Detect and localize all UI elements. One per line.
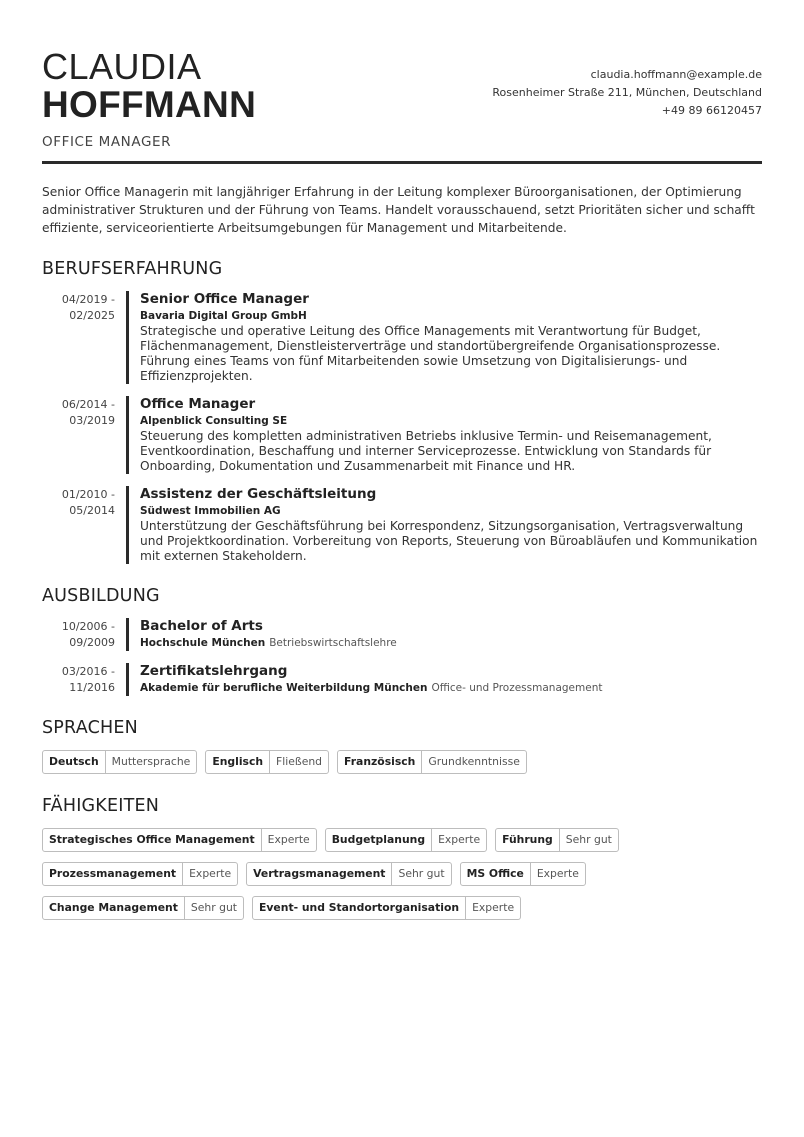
contact-phone: +49 89 66120457 xyxy=(661,104,762,117)
education-entry xyxy=(42,618,762,651)
skill-level: Experte xyxy=(536,867,579,880)
entry-body xyxy=(126,291,762,384)
entry-degree: Zertifikatslehrgang xyxy=(140,663,288,679)
skill-level: Sehr gut xyxy=(398,867,445,880)
resume-header xyxy=(42,48,762,161)
education-list xyxy=(42,618,762,696)
date-to: 05/2014 xyxy=(69,504,115,517)
entry-body xyxy=(126,486,762,564)
date-to: 09/2009 xyxy=(69,636,115,649)
last-name: HOFFMANN xyxy=(42,84,257,125)
profile-summary: Senior Office Managerin mit langjähriger Erfahrung in der Leitung komplexer Büroorganisationen, der Optimierung administrativer Strukturen und der Führung von Teams. Handelt vorausschauend, setzt Prioritäten sicher und schafft effiziente, serviceorientierte Arbeitsumgebungen für Management und Mitarbeitende. xyxy=(42,185,755,235)
field-of-study: Betriebswirtschaftslehre xyxy=(269,637,397,649)
entry-degree: Bachelor of Arts xyxy=(140,618,263,634)
entry-dates xyxy=(42,663,126,696)
entry-role: Senior Office Manager xyxy=(140,291,309,307)
skill-tag xyxy=(325,828,487,852)
language-level: Grundkenntnisse xyxy=(428,755,520,768)
skill-tag xyxy=(460,862,586,886)
entry-org: Bavaria Digital Group GmbH xyxy=(140,310,307,322)
language-level: Fließend xyxy=(276,755,323,768)
skill-tag xyxy=(42,896,244,920)
date-from: 06/2014 - xyxy=(61,398,115,411)
skill-tag xyxy=(252,896,521,920)
language-tag xyxy=(42,750,197,774)
skill-level: Sehr gut xyxy=(190,901,238,914)
date-from: 10/2006 - xyxy=(61,620,115,633)
entry-dates xyxy=(42,486,126,564)
skill-level: Experte xyxy=(267,833,310,846)
contact-email: claudia.hoffmann@example.de xyxy=(590,68,762,81)
resume-page xyxy=(42,48,762,920)
skill-name: Budgetplanung xyxy=(326,829,432,851)
date-to: 03/2019 xyxy=(69,414,115,427)
date-from: 01/2010 - xyxy=(61,488,115,501)
entry-body xyxy=(126,618,762,651)
entry-role: Office Manager xyxy=(140,396,256,412)
institution-name: Akademie für berufliche Weiterbildung München xyxy=(140,682,428,694)
experience-entry xyxy=(42,396,762,474)
field-of-study: Office- und Prozessmanagement xyxy=(431,682,603,694)
experience-list xyxy=(42,291,762,564)
skill-tag xyxy=(42,828,317,852)
language-name: Englisch xyxy=(206,751,270,773)
experience-entry xyxy=(42,486,762,564)
entry-org: Südwest Immobilien AG xyxy=(140,505,281,517)
entry-body xyxy=(126,396,762,474)
entry-dates xyxy=(42,291,126,384)
skill-name: Event- und Standortorganisation xyxy=(253,897,466,919)
skill-tag xyxy=(495,828,619,852)
date-from: 04/2019 - xyxy=(61,293,115,306)
entry-role: Assistenz der Geschäftsleitung xyxy=(140,486,377,502)
experience-entry xyxy=(42,291,762,384)
entry-org: Alpenblick Consulting SE xyxy=(140,415,288,427)
skill-level: Experte xyxy=(189,867,232,880)
skill-name: Change Management xyxy=(43,897,185,919)
skills-tags xyxy=(42,828,762,920)
skills-heading: FÄHIGKEITEN xyxy=(42,796,160,816)
languages-tags xyxy=(42,750,762,774)
entry-body xyxy=(126,663,762,696)
language-tag xyxy=(337,750,527,774)
skill-name: MS Office xyxy=(461,863,531,885)
first-name: CLAUDIA xyxy=(42,46,202,87)
contact-address: Rosenheimer Straße 211, München, Deutschland xyxy=(492,86,762,99)
language-level: Muttersprache xyxy=(111,755,191,768)
date-to: 11/2016 xyxy=(69,681,115,694)
skill-tag xyxy=(42,862,238,886)
language-name: Deutsch xyxy=(43,751,106,773)
institution-name: Hochschule München xyxy=(140,637,266,649)
entry-institution xyxy=(140,680,762,696)
entry-description: Unterstützung der Geschäftsführung bei Korrespondenz, Sitzungsorganisation, Vertragsverwaltung und Projektkoordination. Vorbereitung von Reports, Steuerung von Büroabläufen und Kommunikation mit externen Stakeholdern. xyxy=(140,519,758,563)
languages-heading: SPRACHEN xyxy=(42,718,138,738)
entry-description: Strategische und operative Leitung des Office Managements mit Verantwortung für Budget, Flächenmanagement, Dienstleisterverträge und standortübergreifende Organisationsprozesse. Führung eines Teams von fünf Mitarbeitenden sowie Umsetzung von Digitalisierungs- und Effizienzprojekten. xyxy=(140,324,721,383)
job-title: OFFICE MANAGER xyxy=(42,134,172,150)
skill-name: Prozessmanagement xyxy=(43,863,183,885)
header-divider xyxy=(42,161,762,164)
skill-level: Experte xyxy=(438,833,481,846)
entry-institution xyxy=(140,635,762,651)
skill-name: Vertragsmanagement xyxy=(247,863,392,885)
skill-name: Führung xyxy=(496,829,560,851)
language-tag xyxy=(205,750,329,774)
entry-dates xyxy=(42,618,126,651)
skill-level: Sehr gut xyxy=(565,833,612,846)
experience-heading: BERUFSERFAHRUNG xyxy=(42,259,223,279)
skill-tag xyxy=(246,862,451,886)
education-entry xyxy=(42,663,762,696)
skill-name: Strategisches Office Management xyxy=(43,829,262,851)
language-name: Französisch xyxy=(338,751,422,773)
date-to: 02/2025 xyxy=(69,309,115,322)
education-heading: AUSBILDUNG xyxy=(42,586,160,606)
entry-dates xyxy=(42,396,126,474)
skill-level: Experte xyxy=(472,901,515,914)
contact-block xyxy=(492,66,762,120)
entry-description: Steuerung des kompletten administrativen Betriebs inklusive Termin- und Reisemanagement, Eventkoordination, Beschaffung und interner Serviceprozesse. Entwicklung von Standards für Onboarding, Dokumentation und Zusammenarbeit mit Finance und HR. xyxy=(140,429,712,473)
date-from: 03/2016 - xyxy=(61,665,115,678)
